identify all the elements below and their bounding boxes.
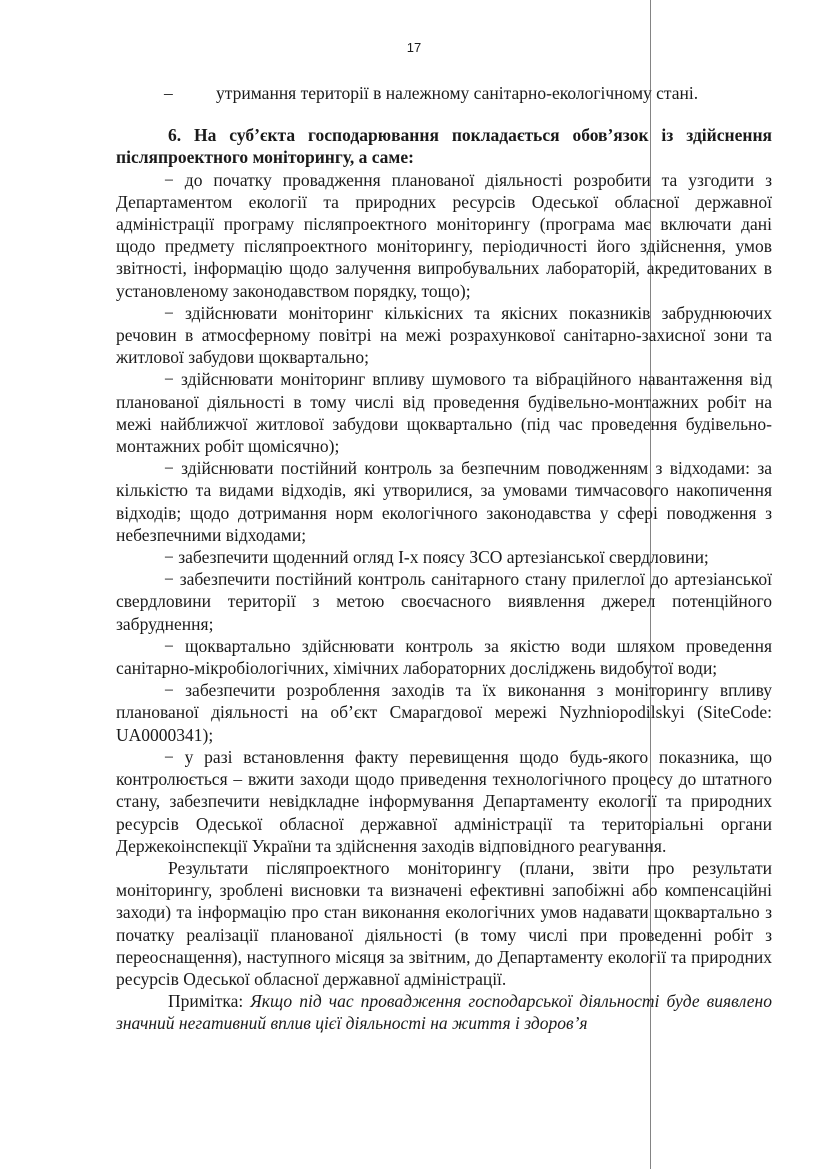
list-item: − здійснювати постійний контроль за безпечним поводженням з відходами: за кількістю та видами відходів, які утворилися, за умовами тимчасового накопичення відходів; щодо дотримання норм екологічного законодавства у сфері поводження з небезпечними відходами; [116,458,772,545]
list-item: − забезпечити постійний контроль санітарного стану прилеглої до артезіанської свердловини території з метою своєчасного виявлення джерел потенційного забруднення; [116,569,772,634]
note-text: Якщо під час провадження господарської діяльності буде виявлено значний негативний вплив цієї діяльності на життя і здоров’я [116,991,772,1034]
list-item: − у разі встановлення факту перевищення щодо будь-якого показника, що контролюється – вжити заходи щодо приведення технологічного процесу до штатного стану, забезпечити невідкладне інформування Департаменту екології та природних ресурсів Одеської обласної державної адміністрації та територіальні органи Держекоінспекції України та здійснення заходів відповідного реагування. [116,746,772,856]
document-body [116,82,772,1035]
list-item [116,82,772,104]
results-paragraph: Результати післяпроектного моніторингу (плани, звіти про результати моніторингу, зроблені висновки та визначені ефективні запобіжні або компенсаційні заходи) та інформацію про стан виконання екологічних умов надавати щоквартально з початку реалізації планованої діяльності (в тому числі при проведенні робіт з переоснащення), наступного місяця за звітним, до Департаменту екології та природних ресурсів Одеської обласної державної адміністрації. [116,857,772,989]
list-item: − щоквартально здійснювати контроль за якістю води шляхом проведення санітарно-мікробіологічних, хімічних лабораторних досліджень видобутої води; [116,635,772,679]
list-item: − здійснювати моніторинг кількісних та якісних показників забруднюючих речовин в атмосферному повітрі на межі розрахункової санітарно-захисної зони та житлової забудови щоквартально; [116,302,772,368]
note-label: Примітка: [168,991,244,1012]
page-number: 17 [406,40,422,55]
list-item: − забезпечити щоденний огляд I-х поясу ЗСО артезіанської свердловини; [164,547,709,568]
note-paragraph [116,990,772,1034]
list-item: − до початку провадження планованої діяльності розробити та узгодити з Департаментом екології та природних ресурсів Одеської обласної державної адміністрації програму післяпроектного моніторингу (програма має включати дані щодо предмету післяпроектного моніторингу, періодичності його здійснення, умов звітності, інформацію щодо залучення випробувальних лабораторій, акредитованих в установленому законодавством порядку, тощо); [116,169,772,301]
section-heading: 6. На суб’єкта господарювання покладається обов’язок із здійснення післяпроектного моніторингу, а саме: [116,125,772,168]
list-item: − забезпечити розроблення заходів та їх виконання з моніторингу впливу планованої діяльності на об’єкт Смарагдової мережі Nyzhniopodilskyi (SiteCode: UA0000341); [116,680,772,745]
list-dash: – [164,83,173,103]
list-item: − здійснювати моніторинг впливу шумового та вібраційного навантаження від планованої діяльності в тому числі від проведення будівельно-монтажних робіт на межі найближчої житлової забудови щоквартально (під час проведення будівельно-монтажних робіт щомісячно); [116,369,772,457]
list-item-text: утримання території в належному санітарно-екологічному стані. [216,83,699,103]
